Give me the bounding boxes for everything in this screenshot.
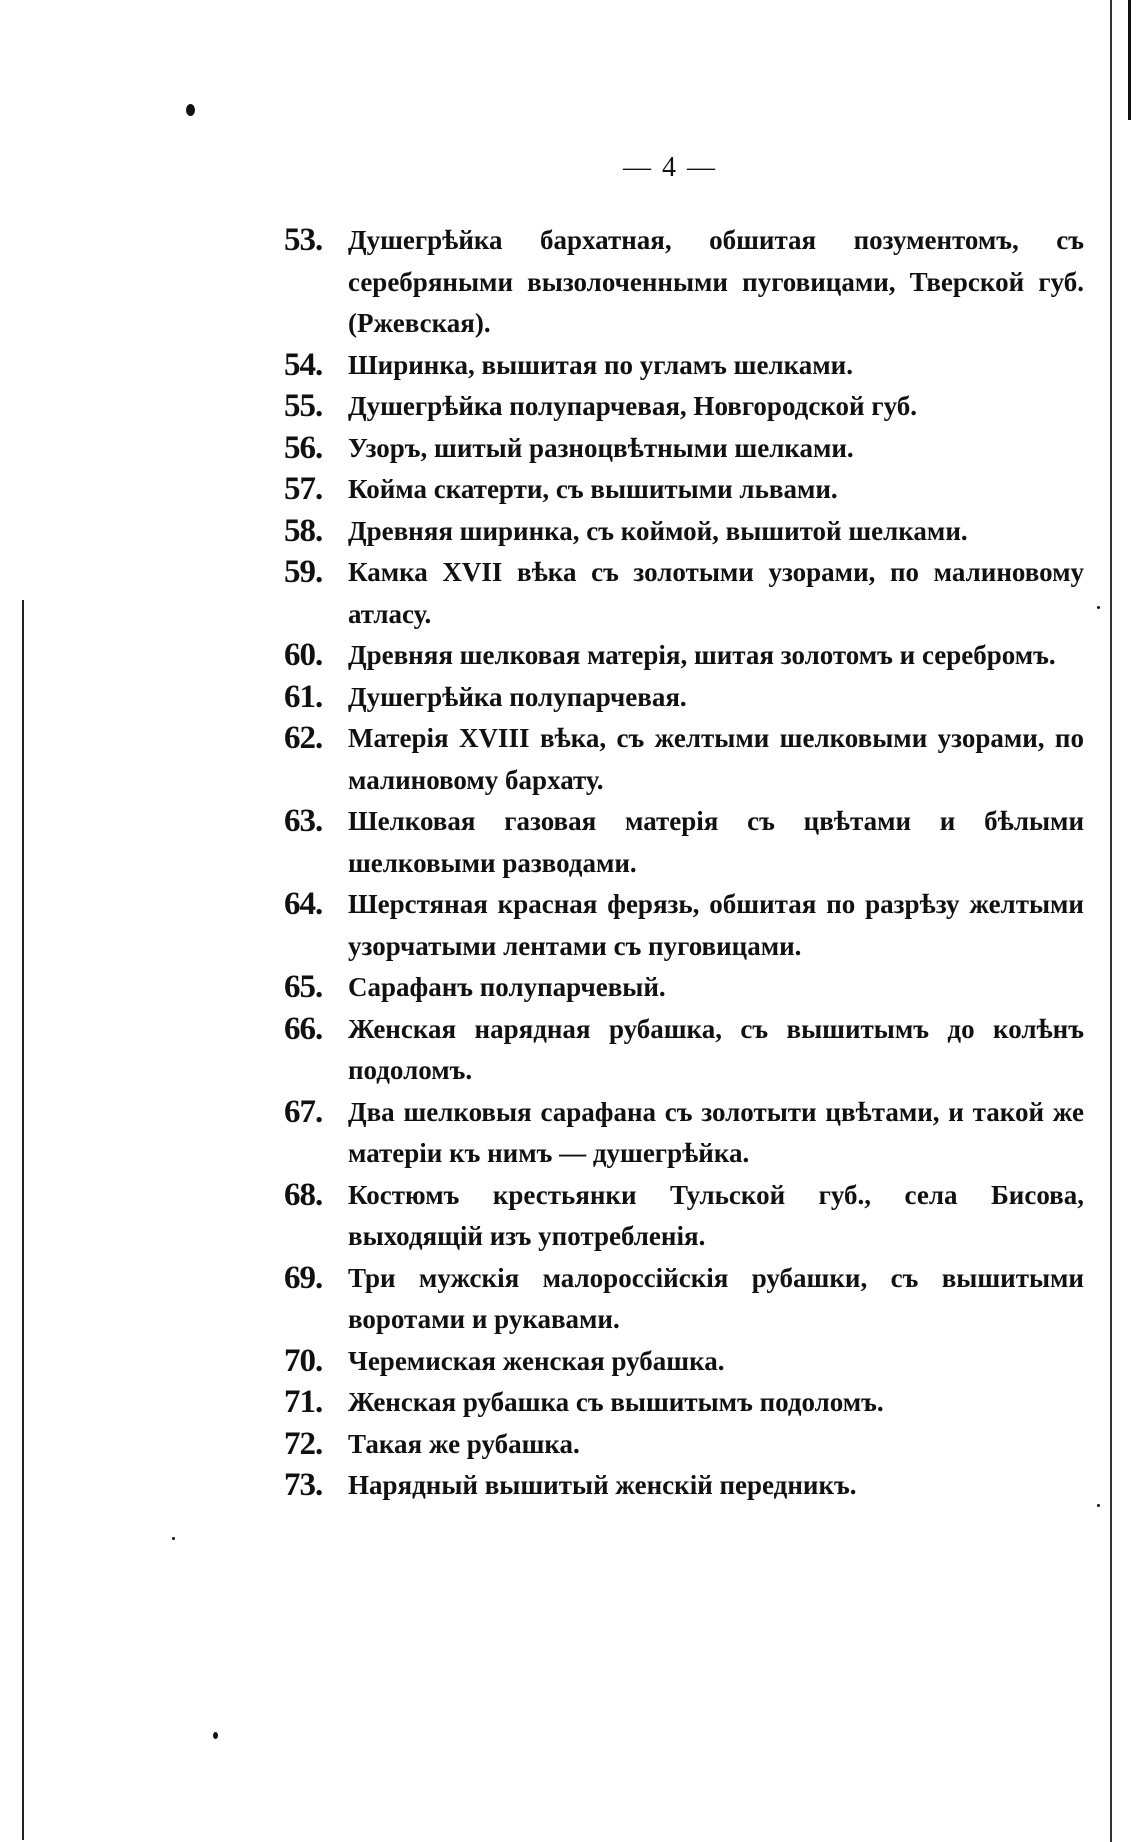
catalogue-entry <box>284 1465 1084 1507</box>
ink-speck <box>213 1732 218 1739</box>
entry-number: 62. <box>284 720 323 756</box>
entry-number: 66. <box>284 1010 323 1047</box>
catalogue-entry <box>284 967 1084 1009</box>
catalogue-entry <box>284 552 1084 635</box>
catalogue-entry <box>284 718 1084 801</box>
entry-text: Душегрѣйка полупарчевая, Новгородской губ. <box>348 391 917 421</box>
catalogue-entry <box>284 511 1084 553</box>
entry-text: Черемиская женская рубашка. <box>348 1345 725 1376</box>
entry-number: 70. <box>284 1342 323 1379</box>
catalogue-entry <box>284 884 1084 967</box>
entry-number: 54. <box>284 346 323 383</box>
entry-text: Костюмъ крестьянки Тульской губ., села Бисова, выходящій изъ употребленія. <box>348 1179 1084 1251</box>
catalogue-entry <box>284 220 1084 345</box>
catalogue-entry <box>284 386 1084 428</box>
entry-text: Сарафанъ полупарчевый. <box>348 972 666 1002</box>
entry-number: 68. <box>284 1176 323 1213</box>
entry-number: 71. <box>284 1384 323 1420</box>
entry-text: Древняя шелковая матерія, шитая золотомъ и серебромъ. <box>348 640 1056 670</box>
entry-text: Душегрѣйка бархатная, обшитая позументомъ, съ серебряными вызолоченными пуговицами, Тверской губ. (Ржевская). <box>348 225 1084 338</box>
ink-speck <box>172 1537 175 1540</box>
entry-text: Камка XVII вѣка съ золотыми узорами, по малиновому атласу. <box>348 557 1084 629</box>
ink-speck <box>1097 1504 1100 1507</box>
entry-text: Два шелковыя сарафана съ золотыти цвѣтами, и такой же матеріи къ нимъ — душегрѣйка. <box>348 1096 1084 1168</box>
entry-number: 67. <box>284 1093 323 1130</box>
entry-number: 63. <box>284 803 323 839</box>
entry-number: 59. <box>284 554 323 590</box>
entry-number: 73. <box>284 1467 323 1503</box>
entry-text: Душегрѣйка полупарчевая. <box>348 681 687 712</box>
entry-number: 64. <box>284 886 323 922</box>
catalogue-entry <box>284 1424 1084 1466</box>
catalogue-entry <box>284 1175 1084 1258</box>
entry-number: 56. <box>284 429 323 466</box>
entry-number: 69. <box>284 1259 323 1296</box>
entry-text: Такая же рубашка. <box>348 1428 580 1459</box>
scan-edge-left <box>22 600 24 1840</box>
entry-text: Древняя ширинка, съ коймой, вышитой шелками. <box>348 515 968 546</box>
entry-text: Койма скатерти, съ вышитыми львами. <box>348 474 838 504</box>
entry-text: Женская рубашка съ вышитымъ подоломъ. <box>348 1387 884 1417</box>
catalogue-entry <box>284 1341 1084 1383</box>
catalogue-entry <box>284 345 1084 387</box>
entry-number: 61. <box>284 678 323 715</box>
entry-text: Ширинка, вышитая по угламъ шелками. <box>348 349 853 380</box>
catalogue-entry <box>284 1382 1084 1424</box>
entry-text: Шерстяная красная ферязь, обшитая по разрѣзу желтыми узорчатыми лентами съ пуговицами. <box>348 889 1084 961</box>
entry-number: 65. <box>284 969 323 1005</box>
entry-text: Нарядный вышитый женскій передникъ. <box>348 1470 857 1500</box>
entry-number: 60. <box>284 637 323 673</box>
entry-number: 53. <box>284 222 323 258</box>
page-number: — 4 — <box>623 152 717 183</box>
entry-number: 58. <box>284 512 323 549</box>
catalogue-entry <box>284 1009 1084 1092</box>
entry-text: Шелковая газовая матерія съ цвѣтами и бѣлыми шелковыми разводами. <box>348 806 1084 878</box>
entry-text: Три мужскія малороссійскія рубашки, съ вышитыми воротами и рукавами. <box>348 1262 1084 1334</box>
scan-edge-right <box>1110 0 1112 1842</box>
catalogue-entry <box>284 428 1084 470</box>
entry-text: Узоръ, шитый разноцвѣтными шелками. <box>348 432 854 463</box>
entry-number: 57. <box>284 471 323 507</box>
entry-text: Матерія XVIII вѣка, съ желтыми шелковыми узорами, по малиновому бархату. <box>348 723 1084 795</box>
catalogue-entry <box>284 801 1084 884</box>
catalogue-entries <box>284 220 1084 1507</box>
ink-speck <box>186 104 195 116</box>
entry-text: Женская нарядная рубашка, съ вышитымъ до колѣнъ подоломъ. <box>348 1013 1084 1085</box>
catalogue-entry <box>284 469 1084 511</box>
entry-number: 55. <box>284 388 323 424</box>
catalogue-entry <box>284 677 1084 719</box>
catalogue-entry <box>284 635 1084 677</box>
catalogue-entry <box>284 1092 1084 1175</box>
scan-edge-right-top <box>1128 0 1131 120</box>
ink-speck <box>1097 606 1100 609</box>
catalogue-entry <box>284 1258 1084 1341</box>
entry-number: 72. <box>284 1425 323 1462</box>
